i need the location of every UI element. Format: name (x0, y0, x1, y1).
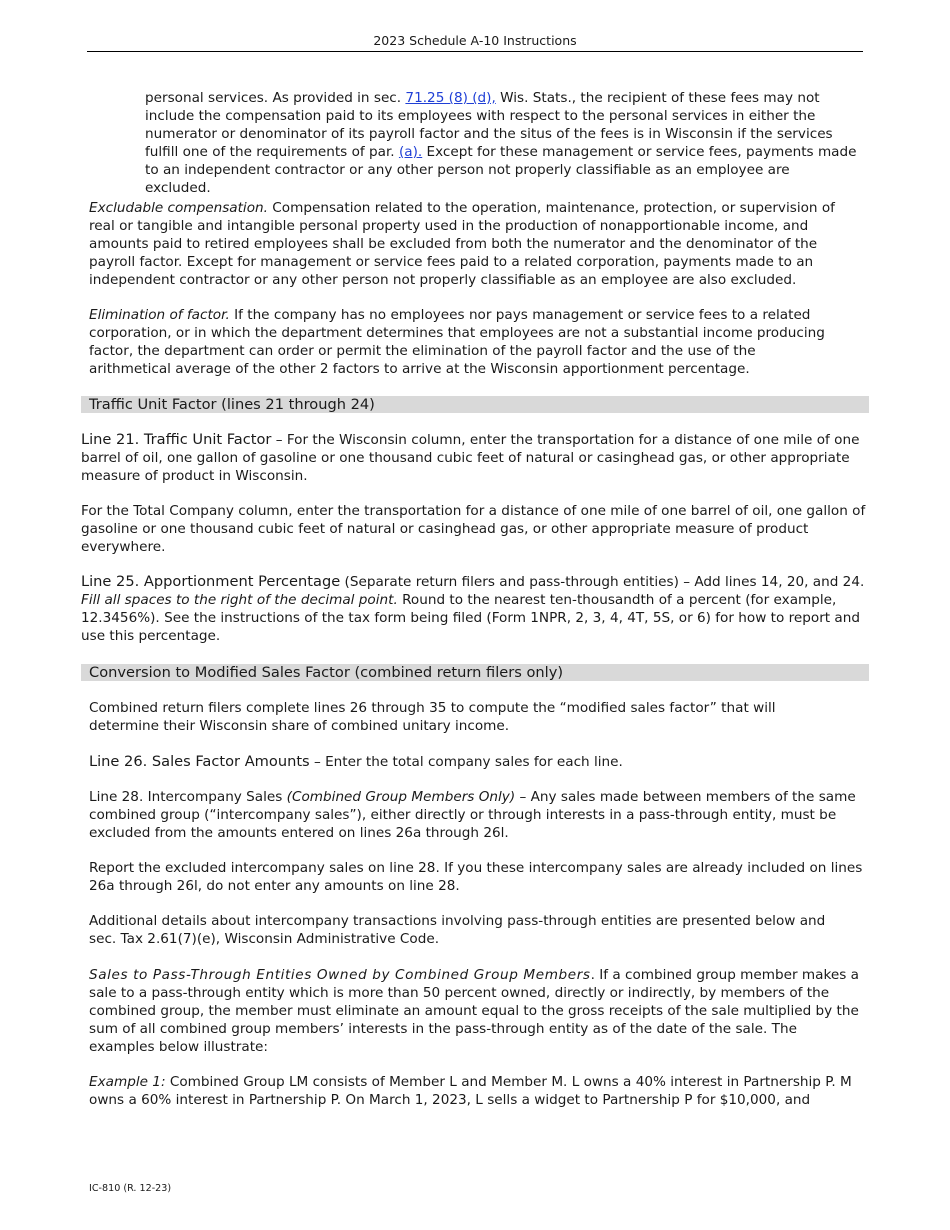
paragraph-a-link[interactable]: (a). (398, 144, 423, 160)
excludable-text: Compensation related to the operation, maintenance, protection, or supervision of real or tangible and intangible personal property used in the production of nonapportionable income, and amounts paid to retired employees shall be excluded from both the numerator and the denominator of the payroll factor. Except for management or service fees paid to a related corporation, payments made to an independent contractor or any other person not properly classifiable as an employee are also excluded. (89, 200, 835, 288)
line-26-heading: Line 26. Sales Factor Amounts (89, 753, 310, 770)
line-28-text: – Any sales made between members of the same combined group (“intercompany sales”), either directly or through interests in a pass-through entity, must be excluded from the amounts entered on lines 26a through 26l. (89, 789, 856, 841)
report-excluded-sales-paragraph: Report the excluded intercompany sales on line 28. If you these intercompany sales are already included on lines 26a through 26l, do not enter any amounts on line 28. (89, 860, 863, 894)
elimination-paragraph (89, 306, 837, 378)
line-28-paragraph (89, 788, 873, 842)
line-25-paragraph (81, 573, 873, 645)
form-id-footer: IC-810 (R. 12-23) (89, 1183, 172, 1194)
elimination-heading: Elimination of factor. (89, 307, 230, 323)
line-28-heading: Line 28. Intercompany Sales (89, 789, 283, 805)
line-25-text-2: Round to the nearest ten-thousandth of a percent (for example, 12.3456%). See the instructions of the tax form being filed (Form 1NPR, 2, 3, 4, 4T, 5S, or 6) for how to report and use this percentage. (81, 592, 861, 644)
sales-to-pte-paragraph (89, 966, 865, 1056)
excludable-compensation-paragraph (89, 199, 841, 289)
line-28-emphasis: (Combined Group Members Only) (282, 789, 516, 805)
combined-filers-intro-paragraph: Combined return filers complete lines 26 through 35 to compute the “modified sales factor” that will determine their Wisconsin share of combined unitary income. (89, 700, 776, 734)
additional-details-line-1: Additional details about intercompany transactions involving pass-through entities are presented below and (89, 913, 826, 929)
line-21-paragraph (81, 431, 869, 485)
example-1-paragraph (89, 1073, 865, 1109)
additional-details-paragraph (89, 912, 869, 948)
additional-details-line-2: sec. Tax 2.61(7)(e), Wisconsin Administrative Code. (89, 931, 440, 947)
example-1-text: Combined Group LM consists of Member L and Member M. L owns a 40% interest in Partnership P. M owns a 60% interest in Partnership P. On March 1, 2023, L sells a widget to Partnership P for $10,000, and (89, 1074, 852, 1108)
sales-to-pte-heading: Sales to Pass-Through Entities Owned by Combined Group Members (89, 967, 591, 983)
p1-text-3: Except for these management or service fees, payments made to an independent contractor or any other person not properly classifiable as an employee are excluded. (145, 144, 857, 196)
page-header: 2023 Schedule A-10 Instructions (373, 33, 577, 48)
excludable-heading: Excludable compensation. (89, 200, 268, 216)
p1-text-2: Wis. Stats., the recipient of these fees may not include the compensation paid to its employees with respect to the personal services in either the numerator or denominator of its payroll factor and the situs of the fees is in Wisconsin if the services fulfill one of the requirements of par. (145, 90, 833, 160)
payroll-continuation-paragraph (145, 89, 857, 197)
line-25-emphasis: Fill all spaces to the right of the decimal point. (81, 592, 398, 608)
line-26-paragraph (89, 753, 869, 771)
line-21-text: – For the Wisconsin column, enter the transportation for a distance of one mile of one barrel of oil, one gallon of gasoline or one thousand cubic feet of natural or casinghead gas, or other appropriate measure of product in Wisconsin. (81, 432, 860, 484)
section-heading-traffic-unit-factor: Traffic Unit Factor (lines 21 through 24) (81, 396, 869, 413)
total-company-paragraph: For the Total Company column, enter the transportation for a distance of one mile of one barrel of oil, one gallon of gasoline or one thousand cubic feet of natural or casinghead gas, or other appropriate measure of product everywhere. (81, 503, 866, 555)
p1-text-1: personal services. As provided in sec. (145, 90, 406, 106)
statute-link-71-25[interactable]: 71.25 (8) (d), (405, 90, 496, 106)
header-rule (87, 51, 863, 52)
line-21-heading: Line 21. Traffic Unit Factor (81, 431, 272, 448)
example-1-heading: Example 1: (89, 1074, 166, 1090)
section-heading-modified-sales-factor: Conversion to Modified Sales Factor (combined return filers only) (81, 664, 869, 681)
line-26-text: – Enter the total company sales for each line. (309, 754, 623, 770)
elimination-text: If the company has no employees nor pays management or service fees to a related corporation, or in which the department determines that employees are not a substantial income producing factor, the department can order or permit the elimination of the payroll factor and the use of the arithmetical average of the other 2 factors to arrive at the Wisconsin apportionment percentage. (89, 307, 825, 377)
line-25-text-1: (Separate return filers and pass-through entities) – Add lines 14, 20, and 24. (340, 574, 865, 590)
sales-to-pte-text: . If a combined group member makes a sale to a pass-through entity which is more than 50 percent owned, directly or indirectly, by members of the combined group, the member must eliminate an amount equal to the gross receipts of the sale multiplied by the sum of all combined group members’ interests in the pass-through entity as of the date of the sale. The examples below illustrate: (89, 967, 859, 1055)
line-25-heading: Line 25. Apportionment Percentage (81, 573, 341, 590)
